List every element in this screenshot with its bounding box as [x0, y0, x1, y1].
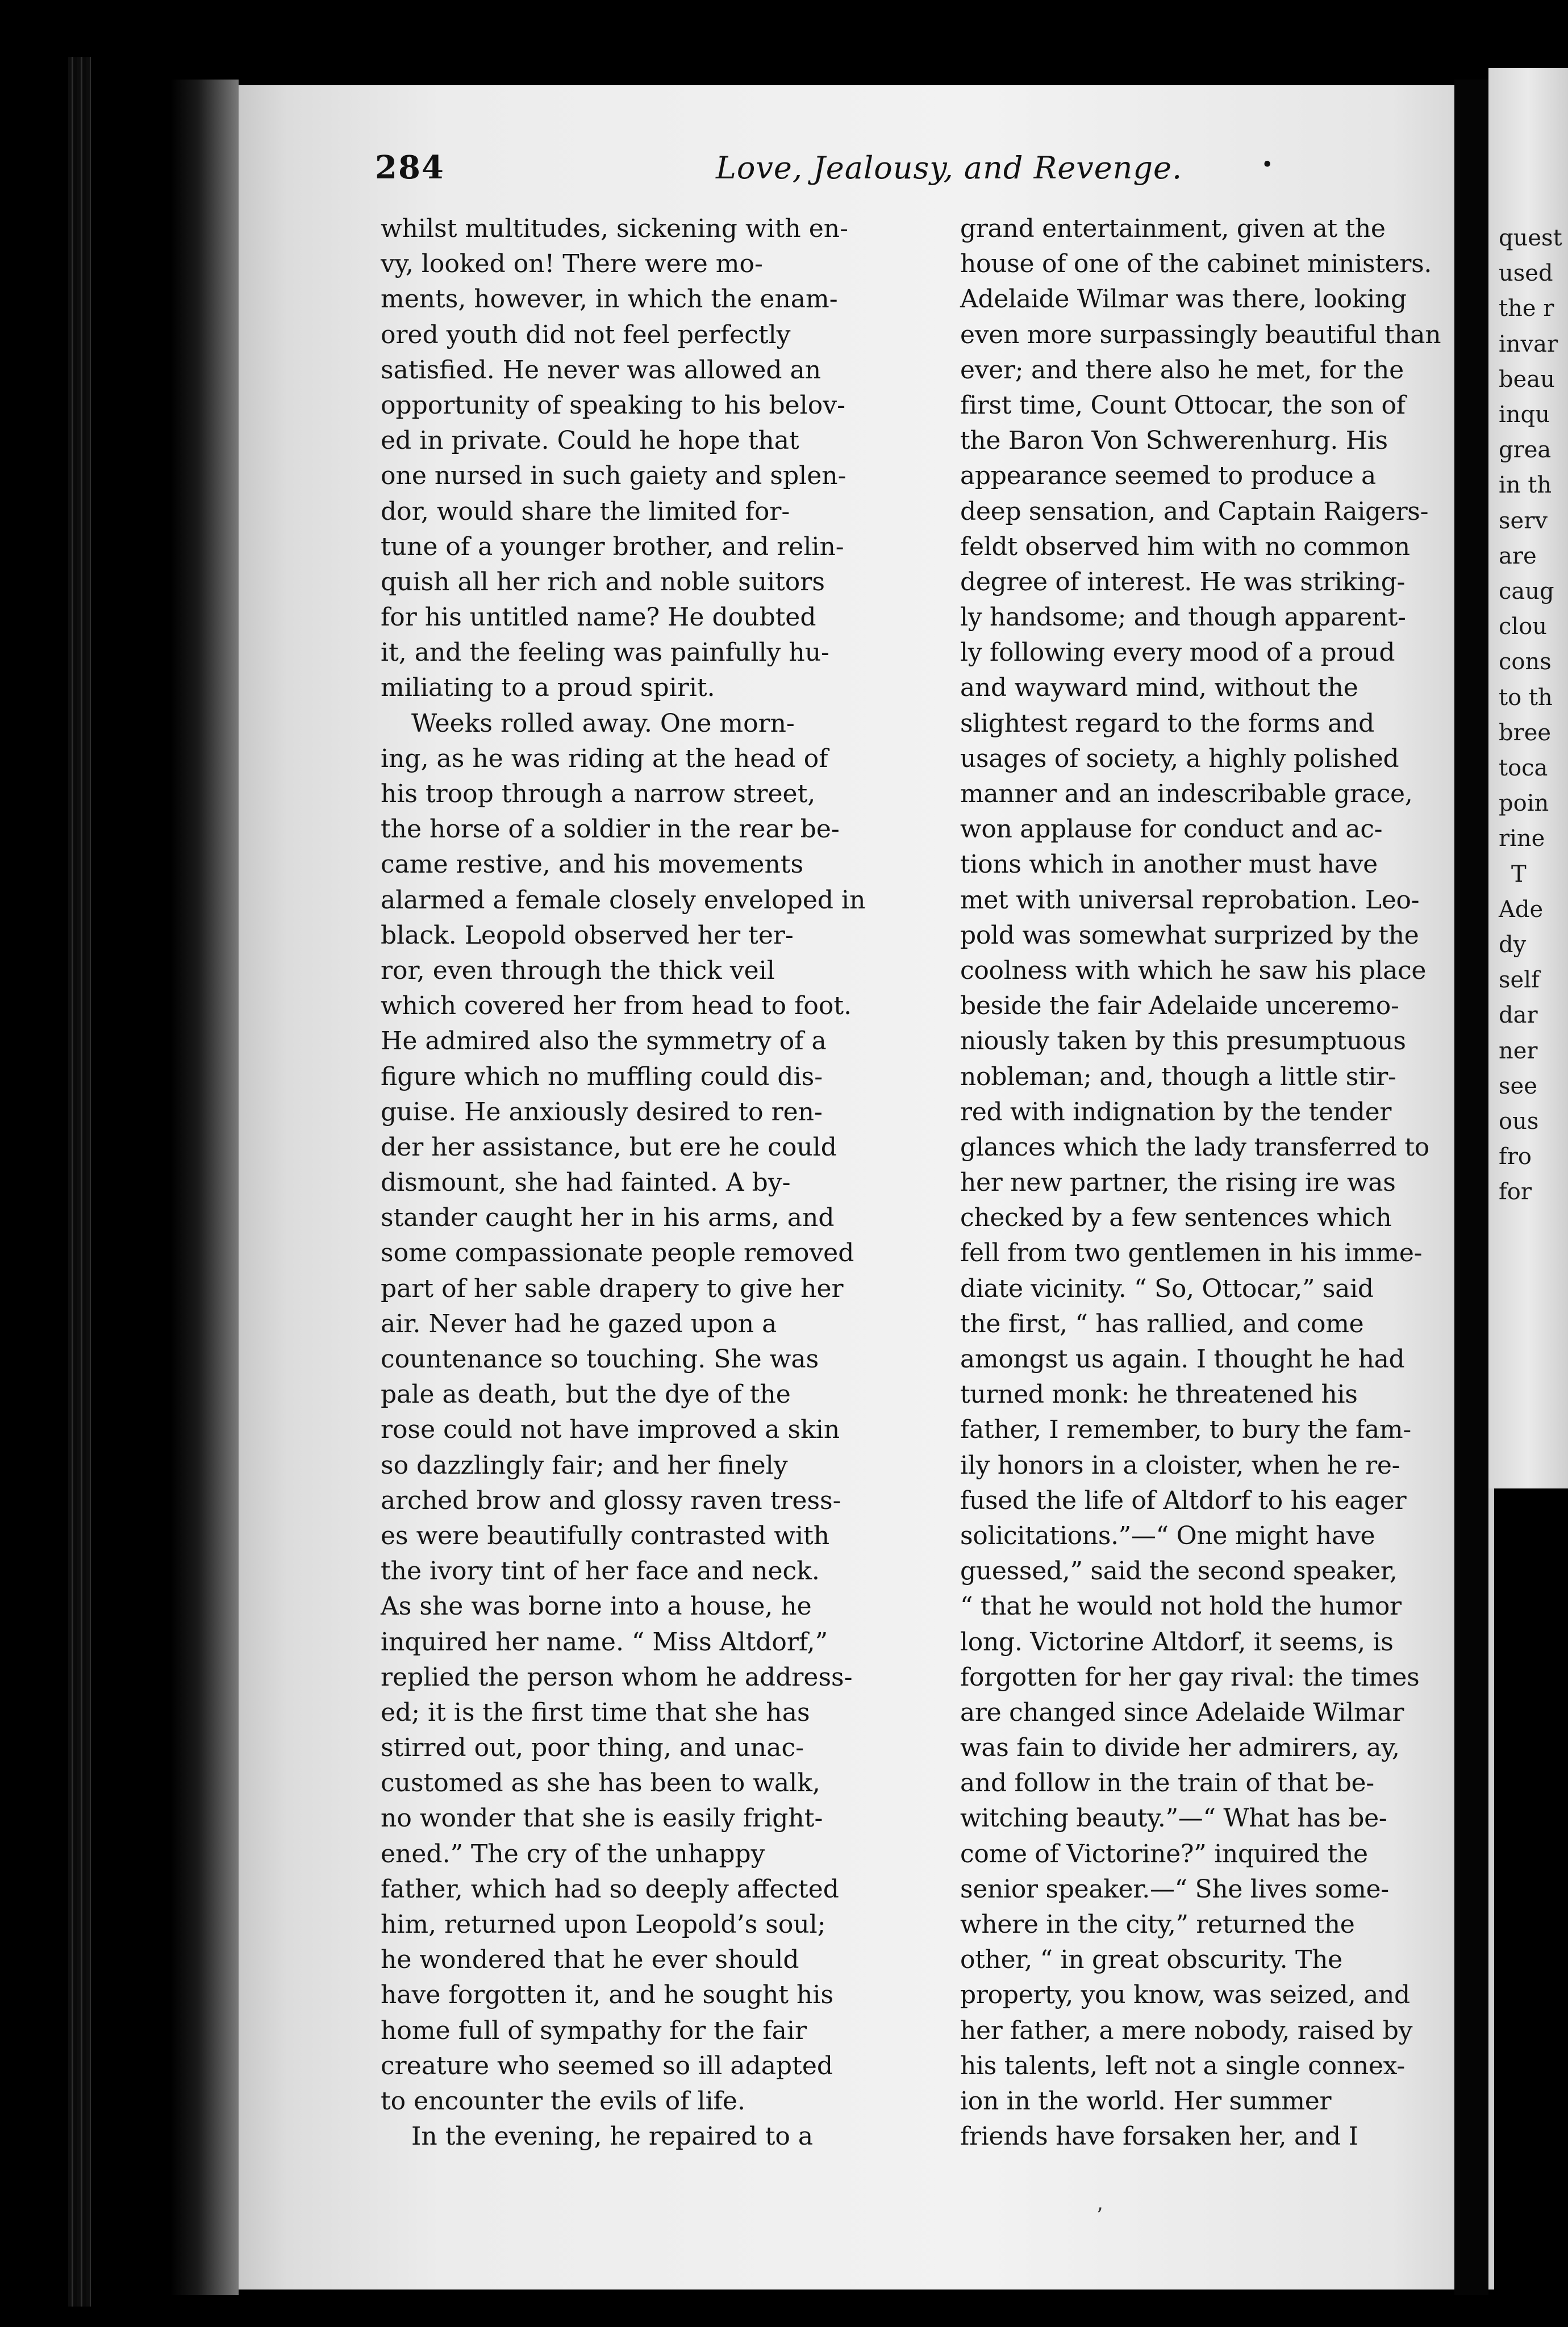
text-line: niously taken by this presumptuous	[960, 1027, 1406, 1056]
facing-line: dy	[1499, 932, 1527, 958]
facing-line: fro	[1499, 1144, 1532, 1170]
facing-line: caug	[1499, 578, 1554, 605]
text-line: tune of a younger brother, and relin-	[381, 532, 844, 561]
text-line: figure which no muffling could dis-	[381, 1062, 823, 1091]
text-line: the horse of a soldier in the rear be-	[381, 815, 840, 844]
footer-mark: ’	[1096, 2204, 1103, 2228]
text-line: rose could not have improved a skin	[381, 1415, 840, 1445]
text-line: usages of society, a highly polished	[960, 744, 1399, 773]
text-line: it, and the feeling was painfully hu-	[381, 638, 829, 668]
text-line: miliating to a proud spirit.	[381, 673, 715, 703]
text-line: guessed,” said the second speaker,	[960, 1557, 1398, 1586]
text-line: amongst us again. I thought he had	[960, 1345, 1405, 1374]
text-line: some compassionate people removed	[381, 1238, 854, 1268]
text-line: no wonder that she is easily fright-	[381, 1804, 823, 1833]
text-line: countenance so touching. She was	[381, 1345, 819, 1374]
text-line: “ that he would not hold the humor	[960, 1592, 1402, 1621]
text-line: ever; and there also he met, for the	[960, 355, 1404, 385]
text-line: where in the city,” returned the	[960, 1910, 1355, 1939]
text-line: the Baron Von Schwerenhurg. His	[960, 426, 1388, 456]
text-line: satisfied. He never was allowed an	[381, 355, 821, 385]
page-edges	[68, 57, 91, 2307]
facing-line: serv	[1499, 507, 1548, 534]
text-line: inquired her name. “ Miss Altdorf,”	[381, 1627, 828, 1657]
text-line: other, “ in great obscurity. The	[960, 1945, 1342, 1975]
text-line: red with indignation by the tender	[960, 1097, 1392, 1127]
text-line: are changed since Adelaide Wilmar	[960, 1698, 1404, 1727]
facing-line: cons	[1499, 649, 1552, 675]
text-line: grand entertainment, given at the	[960, 214, 1386, 243]
text-line: witching beauty.”—“ What has be-	[960, 1804, 1387, 1833]
text-line: father, which had so deeply affected	[381, 1874, 839, 1904]
facing-line: dar	[1499, 1002, 1538, 1029]
text-line: replied the person whom he address-	[381, 1662, 853, 1692]
page-header	[375, 149, 1454, 194]
text-line: ing, as he was riding at the head of	[381, 744, 828, 773]
text-line: ror, even through the thick veil	[381, 956, 775, 985]
text-line: him, returned upon Leopold’s soul;	[381, 1910, 826, 1939]
facing-line: ous	[1499, 1108, 1539, 1135]
facing-page-fragment	[1488, 68, 1568, 1488]
text-line: the ivory tint of her face and neck.	[381, 1557, 820, 1586]
text-line: met with universal reprobation. Leo-	[960, 885, 1420, 915]
text-line: vy, looked on! There were mo-	[381, 249, 763, 279]
text-line: which covered her from head to foot.	[381, 991, 852, 1021]
facing-line: to th	[1499, 684, 1553, 711]
text-line: pale as death, but the dye of the	[381, 1380, 791, 1409]
text-line: feldt observed him with no common	[960, 532, 1410, 561]
text-line: whilst multitudes, sickening with en-	[381, 214, 848, 243]
text-line: glances which the lady transferred to	[960, 1132, 1429, 1162]
text-line: air. Never had he gazed upon a	[381, 1309, 777, 1338]
text-line: alarmed a female closely enveloped in	[381, 885, 866, 915]
paragraph-start-line: In the evening, he repaired to a	[411, 2122, 814, 2151]
text-line: black. Leopold observed her ter-	[381, 920, 794, 950]
text-line: guise. He anxiously desired to ren-	[381, 1097, 823, 1127]
facing-line: bree	[1499, 719, 1552, 746]
text-line: beside the fair Adelaide unceremo-	[960, 991, 1399, 1021]
facing-line: self	[1499, 967, 1540, 994]
text-line: He admired also the symmetry of a	[381, 1027, 827, 1056]
text-line: solicitations.”—“ One might have	[960, 1521, 1375, 1550]
facing-line: beau	[1499, 366, 1555, 393]
facing-line: see	[1499, 1073, 1537, 1099]
text-line: creature who seemed so ill adapted	[381, 2051, 833, 2080]
facing-line: grea	[1499, 437, 1552, 464]
text-line: friends have forsaken her, and I	[960, 2122, 1358, 2151]
text-line: his talents, left not a single connex-	[960, 2051, 1405, 2080]
text-line: house of one of the cabinet ministers.	[960, 249, 1432, 279]
facing-line: toca	[1499, 755, 1548, 782]
text-line: even more surpassingly beautiful than	[960, 320, 1441, 349]
text-line: ened.” The cry of the unhappy	[381, 1839, 765, 1869]
text-line: opportunity of speaking to his belov-	[381, 390, 845, 420]
text-line: fused the life of Altdorf to his eager	[960, 1486, 1407, 1515]
text-line: customed as she has been to walk,	[381, 1769, 820, 1798]
text-line: Adelaide Wilmar was there, looking	[960, 285, 1407, 314]
left-text-column	[381, 211, 920, 2154]
text-line: stander caught her in his arms, and	[381, 1203, 835, 1233]
facing-line: the r	[1499, 295, 1554, 322]
text-line: his troop through a narrow street,	[381, 779, 816, 808]
text-line: senior speaker.—“ She lives some-	[960, 1874, 1389, 1904]
facing-line: Ade	[1499, 896, 1544, 923]
text-line: ly following every mood of a proud	[960, 638, 1395, 668]
facing-line: used	[1499, 260, 1553, 287]
page-number: 284	[375, 149, 445, 186]
text-line: came restive, and his movements	[381, 850, 804, 879]
text-line: for his untitled name? He doubted	[381, 603, 816, 632]
text-line: to encounter the evils of life.	[381, 2086, 745, 2116]
header-mark: •	[1261, 153, 1274, 177]
facing-line: in th	[1499, 472, 1552, 499]
gutter-shadow	[170, 80, 239, 2295]
text-line: dor, would share the limited for-	[381, 497, 790, 526]
text-line: diate vicinity. “ So, Ottocar,” said	[960, 1274, 1374, 1303]
text-line: and wayward mind, without the	[960, 673, 1358, 703]
facing-line: quest	[1499, 225, 1562, 251]
facing-line: are	[1499, 543, 1537, 569]
text-line: property, you know, was seized, and	[960, 1980, 1410, 2010]
text-line: degree of interest. He was striking-	[960, 567, 1406, 597]
text-line: stirred out, poor thing, and unac-	[381, 1733, 804, 1763]
text-line: dismount, she had fainted. A by-	[381, 1168, 791, 1198]
text-line: tions which in another must have	[960, 850, 1378, 879]
text-line: ly handsome; and though apparent-	[960, 603, 1406, 632]
text-line: first time, Count Ottocar, the son of	[960, 390, 1406, 420]
text-line: won applause for conduct and ac-	[960, 815, 1383, 844]
text-line: slightest regard to the forms and	[960, 708, 1374, 738]
text-line: her father, a mere nobody, raised by	[960, 2016, 1413, 2045]
text-line: the first, “ has rallied, and come	[960, 1309, 1364, 1338]
facing-line: T	[1511, 861, 1527, 887]
text-line: es were beautifully contrasted with	[381, 1521, 830, 1550]
text-line: der her assistance, but ere he could	[381, 1132, 837, 1162]
text-line: come of Victorine?” inquired the	[960, 1839, 1368, 1869]
text-line: fell from two gentlemen in his imme-	[960, 1238, 1423, 1268]
text-line: ion in the world. Her summer	[960, 2086, 1332, 2116]
text-line: part of her sable drapery to give her	[381, 1274, 844, 1303]
text-line: so dazzlingly fair; and her finely	[381, 1450, 788, 1480]
facing-line: rine	[1499, 825, 1545, 852]
facing-line: clou	[1499, 614, 1548, 640]
text-line: one nursed in such gaiety and splen-	[381, 461, 846, 491]
text-line: forgotten for her gay rival: the times	[960, 1662, 1420, 1692]
text-line: ed; it is the first time that she has	[381, 1698, 810, 1727]
facing-line: ner	[1499, 1037, 1538, 1064]
text-line: checked by a few sentences which	[960, 1203, 1392, 1233]
text-line: turned monk: he threatened his	[960, 1380, 1358, 1409]
facing-line: for	[1499, 1179, 1532, 1206]
text-line: As she was borne into a house, he	[381, 1592, 812, 1621]
text-line: appearance seemed to produce a	[960, 461, 1376, 491]
text-line: ments, however, in which the enam-	[381, 285, 838, 314]
text-line: home full of sympathy for the fair	[381, 2016, 807, 2045]
text-line: coolness with which he saw his place	[960, 956, 1427, 985]
text-line: father, I remember, to bury the fam-	[960, 1415, 1411, 1445]
text-line: and follow in the train of that be-	[960, 1769, 1374, 1798]
text-line: nobleman; and, though a little stir-	[960, 1062, 1396, 1091]
facing-line: poin	[1499, 790, 1549, 817]
text-line: ed in private. Could he hope that	[381, 426, 799, 456]
text-line: he wondered that he ever should	[381, 1945, 799, 1975]
right-text-column	[960, 211, 1471, 2154]
text-line: was fain to divide her admirers, ay,	[960, 1733, 1400, 1763]
text-line: manner and an indescribable grace,	[960, 779, 1413, 808]
text-line: her new partner, the rising ire was	[960, 1168, 1396, 1198]
paragraph-start-line: Weeks rolled away. One morn-	[411, 708, 795, 738]
text-line: have forgotten it, and he sought his	[381, 1980, 834, 2010]
text-line: long. Victorine Altdorf, it seems, is	[960, 1627, 1394, 1657]
facing-line: inqu	[1499, 402, 1550, 428]
text-line: arched brow and glossy raven tress-	[381, 1486, 841, 1515]
text-line: pold was somewhat surprized by the	[960, 920, 1419, 950]
text-line: ily honors in a cloister, when he re-	[960, 1450, 1400, 1480]
text-line: ored youth did not feel perfectly	[381, 320, 791, 349]
running-title: Love, Jealousy, and Revenge.	[716, 150, 1183, 186]
text-line: quish all her rich and noble suitors	[381, 567, 825, 597]
text-line: deep sensation, and Captain Raigers-	[960, 497, 1429, 526]
facing-line: invar	[1499, 331, 1558, 357]
